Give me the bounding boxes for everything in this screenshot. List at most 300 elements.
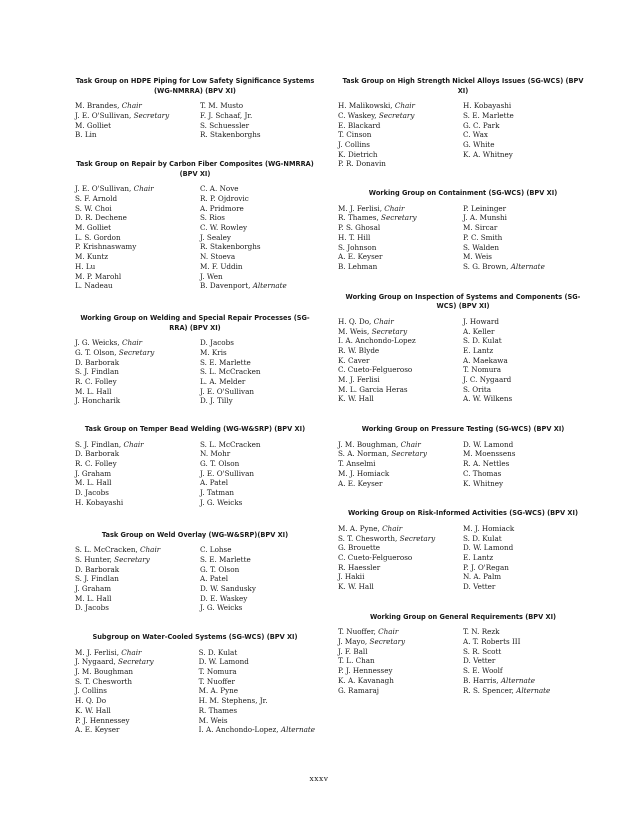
member-name: D. R. Dechene (75, 213, 127, 223)
member-name: J. Graham (75, 583, 112, 593)
member-name: M. Weis, (338, 326, 370, 336)
member-entry (463, 553, 588, 563)
member-name: J. M. Boughman (75, 667, 134, 677)
member-entry (200, 233, 315, 243)
member-name: R. Stakenborghs (200, 242, 261, 252)
member-name: A. Pridmore (200, 203, 244, 213)
member-role: Alternate (252, 281, 287, 291)
member-entry (338, 524, 463, 534)
member-name: C. A. Nove (200, 184, 239, 194)
member-name: J. A. Munshi (463, 213, 507, 223)
member-entry (75, 348, 200, 358)
member-column (200, 338, 315, 406)
member-entry (75, 130, 200, 140)
member-entry (199, 725, 315, 735)
member-name: J. Graham (75, 468, 112, 478)
member-name: M. J. Ferlisi, (338, 203, 382, 213)
member-entry (75, 213, 200, 223)
member-entry (463, 233, 588, 243)
member-entry (75, 565, 200, 575)
member-list (338, 524, 588, 592)
member-name: K. Whitney (463, 478, 504, 488)
member-entry (75, 686, 199, 696)
member-entry (463, 449, 588, 459)
committee-group (75, 633, 315, 735)
member-entry (200, 469, 315, 479)
member-entry (75, 706, 199, 716)
member-role: Chair (382, 523, 403, 533)
member-name: T. Cinson (338, 130, 372, 140)
member-name: L. S. Gordon (75, 232, 121, 242)
member-entry (463, 572, 588, 582)
member-entry (338, 647, 463, 657)
member-entry (75, 111, 200, 121)
member-entry (338, 213, 463, 223)
member-name: D. W. Lamond (198, 657, 249, 667)
member-entry (75, 498, 200, 508)
member-name: M. Kris (200, 347, 227, 357)
member-entry (75, 603, 200, 613)
member-entry (338, 327, 463, 337)
member-entry (463, 543, 588, 553)
member-entry (75, 440, 200, 450)
member-name: M. L. Hall (75, 593, 112, 603)
member-entry (338, 336, 463, 346)
member-name: K. W. Hall (338, 394, 374, 404)
group-title: Task Group on HDPE Piping for Low Safety Significance Systems (WG-NMRRA) (BPV XI) (75, 77, 315, 95)
member-entry (75, 281, 200, 291)
group-title: Working Group on General Requirements (BPV XI) (369, 612, 557, 621)
member-entry (200, 242, 315, 252)
member-name: S. Schuessler (200, 120, 250, 130)
member-entry (199, 677, 315, 687)
member-entry (75, 377, 200, 387)
member-name: M. A. Pyne, (338, 523, 380, 533)
member-column (75, 545, 200, 613)
member-entry (75, 204, 200, 214)
member-name: K. Dietrich (338, 149, 378, 159)
member-name: P. Leininger (463, 203, 507, 213)
member-name: M. Weis (463, 252, 492, 262)
member-name: S. J. Findlan, (75, 439, 122, 449)
member-name: A. W. Wilkens (463, 394, 513, 404)
member-entry (199, 667, 315, 677)
member-name: R. Thames, (338, 213, 379, 223)
member-entry (200, 555, 315, 565)
member-entry (463, 140, 588, 150)
member-name: M. Moenssens (463, 449, 516, 459)
member-entry (338, 479, 463, 489)
member-name: M. J. Ferlisi (338, 375, 380, 385)
member-name: T. Nomura (198, 667, 237, 677)
member-entry (200, 498, 315, 508)
member-name: M. Golliet (75, 120, 112, 130)
member-column (338, 101, 463, 169)
member-entry (200, 440, 315, 450)
member-entry (338, 130, 463, 140)
member-role: Secretary (378, 110, 415, 120)
member-entry (75, 101, 200, 111)
member-name: G. Brouette (338, 543, 381, 553)
member-entry (463, 469, 588, 479)
member-entry (338, 459, 463, 469)
member-entry (75, 459, 200, 469)
member-role: Chair (394, 101, 415, 111)
member-entry (75, 121, 200, 131)
member-name: T. L. Chan (338, 656, 375, 666)
member-entry (463, 676, 588, 686)
member-entry (463, 459, 588, 469)
member-entry (463, 375, 588, 385)
member-name: J. Hakii (338, 572, 365, 582)
member-name: P. C. Smith (463, 232, 503, 242)
member-name: H. Kobayashi (463, 101, 512, 111)
member-entry (338, 469, 463, 479)
page-number: xxxv (309, 774, 329, 783)
member-name: S. L. McCracken, (75, 545, 138, 555)
member-name: S. D. Kulat (463, 336, 502, 346)
member-entry (200, 449, 315, 459)
member-name: S. R. Scott (463, 646, 502, 656)
member-role: Chair (400, 439, 421, 449)
committee-group (75, 531, 315, 614)
member-name: J. Howard (463, 316, 499, 326)
committee-group (75, 77, 315, 140)
member-name: S. T. Chesworth, (338, 533, 398, 543)
member-entry (463, 317, 588, 327)
member-list (75, 545, 315, 613)
member-name: G. White (463, 140, 495, 149)
member-entry (463, 479, 588, 489)
member-entry (75, 488, 200, 498)
member-entry (338, 111, 463, 121)
group-title: Task Group on Temper Bead Welding (WG-W&SRP) (BPV XI) (84, 425, 306, 434)
member-name: B. Davenport, (200, 281, 251, 291)
member-entry (75, 716, 199, 726)
member-name: T. Nuoffer (198, 676, 235, 686)
member-column (199, 648, 315, 735)
member-name: S. Rios (200, 213, 225, 223)
member-name: D. E. Waskey (200, 593, 248, 603)
member-entry (200, 130, 315, 140)
member-name: B. Lehman (338, 261, 378, 271)
member-entry (463, 365, 588, 375)
member-name: J. Collins (338, 140, 370, 149)
member-name: A. E. Keyser (338, 252, 383, 262)
member-name: T. M. Musto (200, 101, 244, 111)
member-name: A. Patel (200, 574, 228, 584)
member-column (463, 317, 588, 404)
member-entry (463, 327, 588, 337)
member-entry (338, 101, 463, 111)
member-name: R. W. Blyde (338, 345, 380, 355)
member-column (338, 440, 463, 489)
member-entry (75, 272, 200, 282)
member-entry (338, 394, 463, 404)
member-entry (200, 584, 315, 594)
member-name: J. F. Ball (338, 646, 368, 656)
member-name: M. Sircar (463, 223, 498, 233)
member-entry (463, 666, 588, 676)
member-column (75, 101, 200, 140)
group-title: Task Group on Weld Overlay (WG-W&SRP)(BPV XI) (101, 530, 289, 539)
committee-group (338, 425, 588, 488)
member-entry (200, 358, 315, 368)
member-entry (338, 572, 463, 582)
member-entry (463, 213, 588, 223)
member-entry (75, 667, 199, 677)
member-name: M. L. Hall (75, 386, 112, 396)
member-name: J. M. Boughman, (338, 439, 399, 449)
member-entry (200, 367, 315, 377)
member-entry (338, 627, 463, 637)
member-name: G. T. Olson (200, 564, 240, 574)
member-name: S. D. Kulat (463, 533, 502, 543)
member-role: Chair (378, 627, 399, 637)
member-name: P. J. Hennessey (338, 666, 393, 676)
member-role: Secretary (399, 533, 436, 543)
member-name: H. Lu (75, 261, 96, 271)
member-name: F. J. Schaaf, Jr. (200, 110, 253, 120)
group-title: Task Group on Repair by Carbon Fiber Composites (WG-NMRRA) (BPV XI) (76, 160, 314, 178)
member-name: M. Golliet (75, 223, 112, 232)
member-entry (463, 150, 588, 160)
member-name: A. E. Keyser (75, 725, 120, 735)
member-entry (75, 574, 200, 584)
member-name: R. C. Folley (75, 459, 117, 469)
member-entry (463, 111, 588, 121)
member-name: T. Nuoffer, (338, 627, 376, 637)
member-entry (338, 121, 463, 131)
member-role: Secretary (381, 213, 417, 223)
group-title: Working Group on Pressure Testing (SG-WCS) (BPV XI) (361, 425, 565, 434)
member-entry (338, 534, 463, 544)
member-name: T. N. Rezk (463, 627, 500, 637)
member-name: J. E. O'Sullivan, (75, 110, 132, 120)
member-column (463, 524, 588, 592)
member-entry (200, 194, 315, 204)
member-entry (338, 243, 463, 253)
member-entry (338, 223, 463, 233)
member-name: S. L. McCracken (200, 439, 261, 449)
member-name: P. Krishnaswamy (75, 242, 137, 252)
member-list (338, 204, 588, 272)
committee-group (338, 613, 588, 696)
member-list (75, 338, 315, 406)
member-name: C. Cueto-Felgueroso (338, 552, 413, 562)
member-name: S. J. Findlan (75, 574, 119, 584)
member-entry (463, 627, 588, 637)
member-name: E. Lantz (463, 345, 494, 355)
member-name: M. Weis (198, 715, 228, 725)
member-entry (338, 449, 463, 459)
member-entry (199, 716, 315, 726)
member-name: R. A. Nettles (463, 459, 510, 469)
member-role: Chair (133, 184, 154, 194)
member-entry (338, 204, 463, 214)
member-name: N. Stoeva (200, 252, 236, 262)
member-entry (199, 696, 315, 706)
member-role: Chair (140, 545, 161, 555)
member-name: C. Thomas (463, 468, 502, 478)
member-entry (75, 594, 200, 604)
member-name: S. E. Marlette (200, 554, 251, 564)
member-entry (200, 594, 315, 604)
member-entry (200, 603, 315, 613)
member-entry (75, 555, 200, 565)
committee-group (75, 425, 315, 508)
member-entry (200, 377, 315, 387)
member-name: S. W. Choi (75, 203, 112, 213)
member-list (338, 627, 588, 695)
member-entry (75, 358, 200, 368)
member-name: J. E. O'Sullivan, (75, 184, 132, 194)
member-name: E. Lantz (463, 552, 494, 562)
member-name: M. J. Homiack (463, 523, 515, 533)
committee-group (338, 189, 588, 272)
member-entry (463, 130, 588, 140)
member-entry (200, 545, 315, 555)
member-entry (463, 582, 588, 592)
group-title: Working Group on Inspection of Systems and Components (SG-WCS) (BPV XI) (345, 292, 581, 311)
member-entry (463, 524, 588, 534)
member-role: Chair (373, 316, 394, 326)
member-name: S. Hunter, (75, 554, 112, 564)
member-entry (75, 545, 200, 555)
member-name: S. T. Chesworth (75, 676, 133, 686)
member-name: M. L. Hall (75, 478, 112, 488)
member-name: K. W. Hall (338, 582, 374, 592)
member-role: Alternate (500, 675, 535, 685)
member-entry (463, 656, 588, 666)
member-name: R. Haessler (338, 562, 381, 572)
member-role: Chair (121, 101, 142, 111)
member-list (338, 101, 588, 169)
member-name: T. Nomura (463, 365, 502, 375)
member-name: S. Orita (463, 384, 492, 394)
member-name: C. Lohse (200, 545, 232, 555)
member-name: J. E. O'Sullivan (200, 468, 255, 478)
member-entry (75, 584, 200, 594)
committee-group (338, 509, 588, 592)
member-entry (75, 252, 200, 262)
member-entry (463, 394, 588, 404)
member-name: M. A. Pyne (198, 686, 239, 696)
member-entry (200, 565, 315, 575)
member-name: M. J. Homiack (338, 468, 390, 478)
committee-group (338, 77, 588, 169)
member-entry (463, 346, 588, 356)
member-name: A. T. Roberts III (463, 637, 521, 647)
member-column (463, 440, 588, 489)
member-name: D. W. Sandusky (200, 583, 256, 593)
member-entry (200, 204, 315, 214)
member-name: S. G. Brown, (463, 261, 509, 271)
member-entry (463, 336, 588, 346)
member-name: D. Jacobs (75, 488, 109, 498)
member-name: J. C. Nygaard (463, 375, 512, 385)
member-entry (463, 252, 588, 262)
member-entry (200, 387, 315, 397)
member-entry (199, 686, 315, 696)
member-column (200, 440, 315, 508)
member-name: N. A. Palm (463, 572, 502, 582)
member-name: R. Thames (198, 705, 238, 715)
member-entry (463, 534, 588, 544)
member-entry (338, 666, 463, 676)
member-entry (338, 140, 463, 150)
member-name: B. Lin (75, 130, 97, 140)
member-name: J. Mayo, (338, 637, 368, 647)
group-title: Task Group on High Strength Nickel Alloys Issues (SG-WCS) (BPV XI) (342, 77, 584, 95)
member-name: L. A. Melder (200, 376, 246, 386)
member-entry (338, 150, 463, 160)
member-list (338, 317, 588, 404)
member-name: G. C. Park (463, 120, 500, 130)
member-entry (338, 637, 463, 647)
member-name: M. J. Ferlisi, (75, 647, 119, 657)
member-name: R. Stakenborghs (200, 130, 261, 140)
member-entry (463, 385, 588, 395)
member-entry (338, 317, 463, 327)
member-name: H. M. Stephens, Jr. (198, 696, 268, 706)
member-column (75, 440, 200, 508)
member-column (75, 184, 200, 291)
member-column (200, 184, 315, 291)
member-entry (75, 387, 200, 397)
member-entry (338, 686, 463, 696)
member-name: K. A. Whitney (463, 149, 513, 159)
member-name: S. E. Marlette (463, 110, 514, 120)
member-name: S. Johnson (338, 242, 377, 252)
member-name: M. Kuntz (75, 252, 109, 262)
member-entry (338, 356, 463, 366)
member-column (338, 524, 463, 592)
member-name: S. Walden (463, 242, 500, 252)
member-name: K. A. Kavanagh (338, 675, 394, 685)
member-name: K. Caver (338, 355, 370, 365)
member-name: D. Jacobs (200, 338, 234, 348)
member-name: J. Nygaard, (75, 657, 116, 667)
member-name: M. L. Garcia Heras (338, 384, 408, 394)
member-name: M. P. Marohl (75, 271, 122, 281)
member-entry (200, 252, 315, 262)
member-entry (463, 356, 588, 366)
member-entry (338, 159, 463, 169)
group-title: Working Group on Containment (SG-WCS) (BPV XI) (368, 189, 558, 198)
member-entry (200, 478, 315, 488)
member-column (338, 204, 463, 272)
member-name: D. Barborak (75, 449, 120, 459)
member-role: Alternate (280, 725, 315, 735)
member-name: D. Barborak (75, 357, 120, 367)
member-name: C. Cueto-Felgueroso (338, 365, 413, 375)
member-column (200, 545, 315, 613)
member-entry (200, 574, 315, 584)
member-entry (200, 459, 315, 469)
member-entry (463, 637, 588, 647)
member-entry (200, 184, 315, 194)
right-column (338, 77, 588, 695)
member-entry (75, 242, 200, 252)
member-name: D. W. Lamond (463, 439, 514, 449)
member-role: Secretary (391, 449, 427, 459)
member-entry (75, 233, 200, 243)
member-entry (338, 440, 463, 450)
member-entry (463, 223, 588, 233)
member-name: J. Sealey (200, 232, 231, 242)
member-entry (75, 677, 199, 687)
